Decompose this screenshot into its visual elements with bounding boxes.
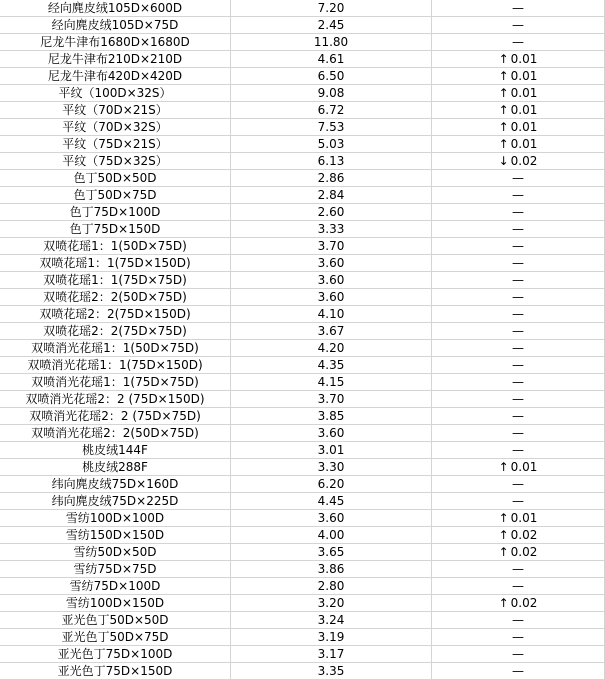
table-row: [0, 374, 605, 391]
change-text: —: [512, 358, 524, 372]
change-text: —: [512, 222, 524, 236]
change-cell[interactable]: [432, 340, 605, 357]
product-name-cell[interactable]: 双喷消光花瑶1：1(75D×150D): [0, 357, 231, 374]
table-row: [0, 68, 605, 85]
table-row: [0, 544, 605, 561]
price-cell[interactable]: 4.20: [231, 340, 432, 357]
change-text: —: [512, 1, 524, 15]
change-value: [512, 223, 524, 235]
change-value: [512, 427, 524, 439]
change-value: [499, 121, 538, 133]
table-row: [0, 0, 605, 17]
change-text: 0.01: [510, 52, 538, 66]
change-value: [512, 308, 524, 320]
change-cell[interactable]: [432, 646, 605, 663]
change-cell[interactable]: [432, 459, 605, 476]
change-text: —: [512, 341, 524, 355]
price-cell[interactable]: 3.60: [231, 289, 432, 306]
price-cell[interactable]: 3.17: [231, 646, 432, 663]
price-cell[interactable]: 6.20: [231, 476, 432, 493]
product-name-cell[interactable]: 雪纺75D×75D: [0, 561, 231, 578]
price-cell[interactable]: 3.67: [231, 323, 432, 340]
product-name-cell[interactable]: 双喷花瑶1：1(75D×75D): [0, 272, 231, 289]
table-row: [0, 204, 605, 221]
change-text: 0.01: [510, 511, 538, 525]
price-cell[interactable]: 2.86: [231, 170, 432, 187]
table-row: [0, 238, 605, 255]
product-name-cell[interactable]: 桃皮绒144F: [0, 442, 231, 459]
arrow-up-icon: ↑: [498, 103, 509, 117]
change-cell[interactable]: [432, 544, 605, 561]
change-text: —: [512, 171, 524, 185]
price-cell[interactable]: 3.20: [231, 595, 432, 612]
product-name-cell[interactable]: 尼龙牛津布420D×420D: [0, 68, 231, 85]
change-text: —: [512, 613, 524, 627]
change-cell[interactable]: [432, 527, 605, 544]
price-cell[interactable]: 3.60: [231, 272, 432, 289]
change-text: —: [512, 494, 524, 508]
change-value: [499, 87, 538, 99]
price-cell[interactable]: 4.45: [231, 493, 432, 510]
change-value: [512, 410, 524, 422]
change-value: [512, 19, 524, 31]
product-name-cell[interactable]: 纬向麂皮绒75D×225D: [0, 493, 231, 510]
product-name-cell[interactable]: 亚光色丁50D×50D: [0, 612, 231, 629]
price-cell[interactable]: 3.30: [231, 459, 432, 476]
table-row: [0, 391, 605, 408]
product-name-cell[interactable]: 经向麂皮绒105D×600D: [0, 0, 231, 17]
change-value: [512, 36, 524, 48]
price-cell[interactable]: 3.19: [231, 629, 432, 646]
product-name-cell[interactable]: 双喷花瑶1：1(50D×75D): [0, 238, 231, 255]
table-row: [0, 612, 605, 629]
product-name-cell[interactable]: 平纹（70D×21S）: [0, 102, 231, 119]
table-row: [0, 442, 605, 459]
change-text: —: [512, 579, 524, 593]
change-cell[interactable]: [432, 612, 605, 629]
change-text: —: [512, 205, 524, 219]
product-name-cell[interactable]: 尼龙牛津布210D×210D: [0, 51, 231, 68]
table-row: [0, 153, 605, 170]
product-name-cell[interactable]: 雪纺100D×150D: [0, 595, 231, 612]
price-cell[interactable]: 4.35: [231, 357, 432, 374]
price-cell[interactable]: 6.13: [231, 153, 432, 170]
change-cell[interactable]: [432, 391, 605, 408]
change-text: —: [512, 562, 524, 576]
change-cell[interactable]: [432, 408, 605, 425]
price-cell[interactable]: 2.80: [231, 578, 432, 595]
change-cell[interactable]: [432, 153, 605, 170]
change-text: —: [512, 409, 524, 423]
table-row: [0, 595, 605, 612]
price-cell[interactable]: 4.10: [231, 306, 432, 323]
change-cell[interactable]: [432, 425, 605, 442]
arrow-down-icon: ↓: [498, 154, 509, 168]
price-cell[interactable]: 3.60: [231, 510, 432, 527]
arrow-up-icon: ↑: [498, 69, 509, 83]
change-cell[interactable]: [432, 119, 605, 136]
price-cell[interactable]: 3.86: [231, 561, 432, 578]
change-value: [499, 155, 538, 167]
change-value: [499, 461, 538, 473]
table-row: [0, 221, 605, 238]
change-cell[interactable]: [432, 493, 605, 510]
change-cell[interactable]: [432, 374, 605, 391]
product-name-cell[interactable]: 平纹（70D×32S）: [0, 119, 231, 136]
change-text: —: [512, 647, 524, 661]
change-cell[interactable]: [432, 578, 605, 595]
change-text: —: [512, 188, 524, 202]
price-cell[interactable]: 3.85: [231, 408, 432, 425]
change-cell[interactable]: [432, 34, 605, 51]
table-row: [0, 527, 605, 544]
change-text: —: [512, 35, 524, 49]
table-row: [0, 51, 605, 68]
change-text: 0.02: [510, 596, 538, 610]
table-row: [0, 306, 605, 323]
table-row: [0, 629, 605, 646]
product-name-cell[interactable]: 平纹（75D×21S）: [0, 136, 231, 153]
change-value: [499, 546, 538, 558]
table-row: [0, 561, 605, 578]
change-value: [512, 665, 524, 677]
change-cell[interactable]: [432, 595, 605, 612]
table-row: [0, 340, 605, 357]
table-row: [0, 357, 605, 374]
change-cell[interactable]: [432, 663, 605, 680]
arrow-up-icon: ↑: [498, 460, 509, 474]
change-cell[interactable]: [432, 51, 605, 68]
change-cell[interactable]: [432, 136, 605, 153]
change-value: [512, 393, 524, 405]
change-text: —: [512, 375, 524, 389]
price-cell[interactable]: 9.08: [231, 85, 432, 102]
change-text: —: [512, 324, 524, 338]
change-text: —: [512, 256, 524, 270]
table-row: [0, 119, 605, 136]
product-name-cell[interactable]: 色丁75D×100D: [0, 204, 231, 221]
arrow-up-icon: ↑: [498, 596, 509, 610]
product-name-cell[interactable]: 纬向麂皮绒75D×160D: [0, 476, 231, 493]
table-row: [0, 34, 605, 51]
product-name-cell[interactable]: 雪纺75D×100D: [0, 578, 231, 595]
table-row: [0, 85, 605, 102]
product-name-cell[interactable]: 雪纺150D×150D: [0, 527, 231, 544]
product-name-cell[interactable]: 色丁75D×150D: [0, 221, 231, 238]
change-text: —: [512, 477, 524, 491]
change-cell[interactable]: [432, 102, 605, 119]
product-name-cell[interactable]: 雪纺100D×100D: [0, 510, 231, 527]
product-name-cell[interactable]: 双喷花瑶2：2(75D×150D): [0, 306, 231, 323]
table-row: [0, 408, 605, 425]
price-cell[interactable]: 6.72: [231, 102, 432, 119]
price-cell[interactable]: 3.70: [231, 238, 432, 255]
change-value: [512, 189, 524, 201]
change-cell[interactable]: [432, 204, 605, 221]
price-cell[interactable]: 3.01: [231, 442, 432, 459]
price-cell[interactable]: 2.84: [231, 187, 432, 204]
price-cell[interactable]: 5.03: [231, 136, 432, 153]
change-cell[interactable]: [432, 238, 605, 255]
table-row: [0, 459, 605, 476]
table-row: [0, 425, 605, 442]
arrow-up-icon: ↑: [498, 86, 509, 100]
change-cell[interactable]: [432, 561, 605, 578]
product-name-cell[interactable]: 平纹（100D×32S）: [0, 85, 231, 102]
change-text: —: [512, 273, 524, 287]
table-row: [0, 170, 605, 187]
table-row: [0, 102, 605, 119]
price-cell[interactable]: 6.50: [231, 68, 432, 85]
change-text: 0.01: [510, 69, 538, 83]
price-cell[interactable]: 4.00: [231, 527, 432, 544]
change-text: —: [512, 18, 524, 32]
change-value: [499, 597, 538, 609]
change-cell[interactable]: [432, 357, 605, 374]
product-name-cell[interactable]: 雪纺50D×50D: [0, 544, 231, 561]
change-value: [512, 631, 524, 643]
change-text: 0.01: [510, 120, 538, 134]
change-cell[interactable]: [432, 442, 605, 459]
change-value: [512, 257, 524, 269]
product-name-cell[interactable]: 双喷花瑶1：1(75D×150D): [0, 255, 231, 272]
product-name-cell[interactable]: 双喷消光花瑶1：1(50D×75D): [0, 340, 231, 357]
table-row: [0, 255, 605, 272]
product-name-cell[interactable]: 平纹（75D×32S）: [0, 153, 231, 170]
change-text: —: [512, 630, 524, 644]
product-name-cell[interactable]: 桃皮绒288F: [0, 459, 231, 476]
change-cell[interactable]: [432, 289, 605, 306]
change-value: [512, 580, 524, 592]
arrow-up-icon: ↑: [498, 52, 509, 66]
change-value: [499, 138, 538, 150]
arrow-up-icon: ↑: [498, 511, 509, 525]
arrow-up-icon: ↑: [498, 545, 509, 559]
product-name-cell[interactable]: 亚光色丁75D×150D: [0, 663, 231, 680]
product-name-cell[interactable]: 双喷花瑶2：2(50D×75D): [0, 289, 231, 306]
change-text: 0.02: [510, 154, 538, 168]
price-cell[interactable]: 7.20: [231, 0, 432, 17]
change-cell[interactable]: [432, 255, 605, 272]
change-value: [512, 359, 524, 371]
product-name-cell[interactable]: 亚光色丁50D×75D: [0, 629, 231, 646]
change-text: 0.02: [510, 528, 538, 542]
price-cell[interactable]: 3.24: [231, 612, 432, 629]
table-row: [0, 510, 605, 527]
price-cell[interactable]: 4.61: [231, 51, 432, 68]
table-row: [0, 663, 605, 680]
change-cell[interactable]: [432, 0, 605, 17]
product-name-cell[interactable]: 尼龙牛津布1680D×1680D: [0, 34, 231, 51]
change-cell[interactable]: [432, 323, 605, 340]
change-value: [512, 495, 524, 507]
product-name-cell[interactable]: 经向麂皮绒105D×75D: [0, 17, 231, 34]
change-cell[interactable]: [432, 510, 605, 527]
change-cell[interactable]: [432, 170, 605, 187]
table-row: [0, 272, 605, 289]
change-value: [499, 512, 538, 524]
price-cell[interactable]: 7.53: [231, 119, 432, 136]
arrow-up-icon: ↑: [498, 137, 509, 151]
price-cell[interactable]: 11.80: [231, 34, 432, 51]
change-value: [512, 2, 524, 14]
change-text: 0.01: [510, 103, 538, 117]
change-cell[interactable]: [432, 221, 605, 238]
change-value: [512, 172, 524, 184]
product-name-cell[interactable]: 双喷消光花瑶2：2 (75D×150D): [0, 391, 231, 408]
price-cell[interactable]: 3.35: [231, 663, 432, 680]
change-value: [512, 274, 524, 286]
product-name-cell[interactable]: 双喷消光花瑶1：1(75D×75D): [0, 374, 231, 391]
price-cell[interactable]: 3.33: [231, 221, 432, 238]
price-cell[interactable]: 3.60: [231, 425, 432, 442]
change-text: 0.01: [510, 86, 538, 100]
change-cell[interactable]: [432, 187, 605, 204]
table-row: [0, 187, 605, 204]
change-value: [512, 325, 524, 337]
change-cell[interactable]: [432, 629, 605, 646]
change-value: [512, 563, 524, 575]
change-text: 0.01: [510, 137, 538, 151]
product-name-cell[interactable]: 亚光色丁75D×100D: [0, 646, 231, 663]
change-value: [512, 240, 524, 252]
change-value: [512, 478, 524, 490]
change-value: [512, 206, 524, 218]
change-cell[interactable]: [432, 306, 605, 323]
product-name-cell[interactable]: 双喷花瑶2：2(75D×75D): [0, 323, 231, 340]
change-value: [512, 376, 524, 388]
change-value: [499, 70, 538, 82]
change-cell[interactable]: [432, 68, 605, 85]
product-name-cell[interactable]: 双喷消光花瑶2：2(50D×75D): [0, 425, 231, 442]
change-cell[interactable]: [432, 272, 605, 289]
change-text: —: [512, 664, 524, 678]
change-text: 0.02: [510, 545, 538, 559]
price-cell[interactable]: 2.45: [231, 17, 432, 34]
change-value: [512, 342, 524, 354]
arrow-up-icon: ↑: [498, 120, 509, 134]
change-cell[interactable]: [432, 85, 605, 102]
table-row: [0, 136, 605, 153]
product-name-cell[interactable]: 色丁50D×75D: [0, 187, 231, 204]
change-value: [499, 53, 538, 65]
change-cell[interactable]: [432, 17, 605, 34]
change-text: —: [512, 239, 524, 253]
change-text: —: [512, 290, 524, 304]
price-cell[interactable]: 2.60: [231, 204, 432, 221]
change-value: [499, 529, 538, 541]
change-text: —: [512, 426, 524, 440]
price-cell[interactable]: 3.65: [231, 544, 432, 561]
table-row: [0, 578, 605, 595]
price-cell[interactable]: 3.70: [231, 391, 432, 408]
change-value: [512, 648, 524, 660]
change-text: —: [512, 443, 524, 457]
price-cell[interactable]: 4.15: [231, 374, 432, 391]
table-row: [0, 289, 605, 306]
change-value: [512, 291, 524, 303]
table-row: [0, 646, 605, 663]
change-text: —: [512, 307, 524, 321]
change-text: 0.01: [510, 460, 538, 474]
change-value: [512, 614, 524, 626]
product-name-cell[interactable]: 双喷消光花瑶2：2 (75D×75D): [0, 408, 231, 425]
change-text: —: [512, 392, 524, 406]
table-row: [0, 323, 605, 340]
product-name-cell[interactable]: 色丁50D×50D: [0, 170, 231, 187]
table-row: [0, 476, 605, 493]
price-cell[interactable]: 3.60: [231, 255, 432, 272]
change-cell[interactable]: [432, 476, 605, 493]
table-row: [0, 493, 605, 510]
table-row: [0, 17, 605, 34]
change-value: [499, 104, 538, 116]
arrow-up-icon: ↑: [498, 528, 509, 542]
change-value: [512, 444, 524, 456]
